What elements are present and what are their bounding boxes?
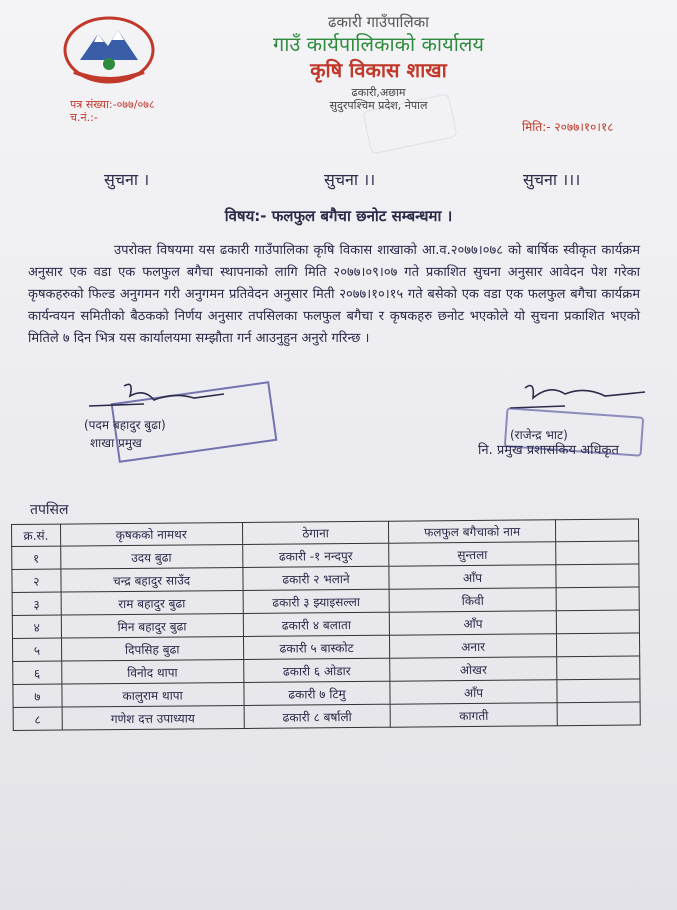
cell-serial: ५ [12,638,61,661]
address-line-1: ढकारी,अछाम [351,86,406,99]
office-name: गाउँ कार्यपालिकाको कार्यालय [272,32,485,56]
cell-orchard: ओखर [390,657,556,681]
cell-farmer-name: मिन बहादुर बुढा [61,613,243,638]
cell-address: ढकारी ७ टिमु [243,681,390,705]
cell-serial: ६ [13,661,62,684]
notice-body-text: उपरोक्त विषयमा यस ढकारी गाउँपालिका कृषि विकास शाखाको आ.व.२०७७।०७८ को बार्षिक स्वीकृत कार्यक्रम अनुसार एक वडा एक फलफुल बगैचा स्थापनाको लागि मिति २०७७।०९।०७ गते प्रकाशित सुचना अनुसार आवेदन पेश गरेका कृषकहरुको फिल्ड अनुगमन गरी अनुगमन प्रतिवेदन अनुसार मिती २०७७।१०।१५ गते बसेको एक वडा एक फलफुल बगैचा कार्यक्रम कार्यन्वयन समितीको बैठकको निर्णय अनुसार तपसिलका फलफुल बगैचा र कृषकहरु छनोट भएकोले यो सुचना प्रकाशित भएको मितिले ७ दिन भित्र यस कार्यालयमा सम्झौता गर्न आउनुहुन अनुरो गरिन्छ । [28,243,640,346]
header-blank [555,519,639,542]
cell-orchard: कागती [391,703,557,727]
cell-farmer-name: दिपसिह बुढा [61,636,243,661]
municipality-name: ढकारी गाउँपालिका [327,13,430,31]
cell-address: ढकारी ८ बर्षाली [244,704,391,728]
cell-farmer-name: गणेश दत्त उपाध्याय [62,705,244,730]
cell-farmer-name: राम बहादुर बुढा [61,590,243,615]
branch-name: कृषि विकास शाखा [310,58,447,82]
cell-farmer-name: कालुराम थापा [62,682,244,707]
cell-blank [556,633,640,657]
cell-serial: २ [12,569,61,592]
notice-label-2: सुचना ।। [324,170,376,189]
cell-orchard: आँप [389,565,555,589]
cell-address: ढकारी ६ ओडार [243,658,390,682]
header-orchard-name: फलफुल बगैचाको नाम [389,520,555,543]
notice-label-3: सुचना ।।। [523,170,581,189]
cell-address: ढकारी २ भलाने [242,566,389,590]
letter-date: मिति:- २०७७।१०।१८ [522,120,614,134]
cell-blank [557,679,641,703]
cell-serial: ३ [12,592,61,615]
cell-blank [556,656,640,680]
officer-title: नि. प्रमुख प्रशासकिय अधिकृत [478,443,619,458]
cell-address: ढकारी -१ नन्दपुर [242,543,389,567]
cell-orchard: सुन्तला [389,542,555,566]
cell-farmer-name: उदय बुढा [60,544,242,569]
cell-orchard: किवी [390,588,556,612]
cell-farmer-name: विनोद थापा [61,659,243,684]
cell-blank [556,610,640,634]
header-farmer-name: कृषकको नामथर [60,522,242,546]
cell-address: ढकारी ४ बलाता [243,612,390,636]
cell-address: ढकारी ३ झ्याइसल्ला [243,589,390,613]
letter-number: पत्र संख्या:-०७७/०७८ [70,98,155,111]
notice-label-1: सुचना । [104,170,150,189]
cell-orchard: अनार [390,634,556,658]
officer-name: (राजेन्द्र भाट) [510,428,568,442]
cell-orchard: आँप [390,680,556,704]
cell-serial: १ [12,546,61,569]
cell-serial: ७ [13,684,62,707]
address-line-2: सुदुरपश्चिम प्रदेश, नेपाल [329,99,428,112]
header-serial: क्र.सं. [12,524,61,546]
cell-farmer-name: चन्द्र बहादुर साउँद [61,567,243,592]
header-address: ठेगाना [242,521,389,544]
cell-serial: ८ [13,707,62,730]
subject-line: विषय:- फलफुल बगैचा छनोट सम्बन्धमा । [224,207,453,225]
dispatch-number: च.नं.:- [70,111,98,124]
farmer-selection-table [11,519,641,731]
branch-head-title: शाखा प्रमुख [90,436,142,450]
cell-blank [556,564,640,588]
cell-blank [557,702,641,726]
cell-serial: ४ [12,615,61,638]
table-title: तपसिल [30,502,69,518]
table-row [13,702,640,730]
branch-head-signature [84,378,234,414]
cell-address: ढकारी ५ बास्कोट [243,635,390,659]
cell-blank [556,587,640,611]
cell-orchard: आँप [390,611,556,635]
branch-head-name: (पदम बहादुर बुढा) [84,418,166,432]
notice-body [28,240,640,350]
cell-blank [555,541,639,565]
